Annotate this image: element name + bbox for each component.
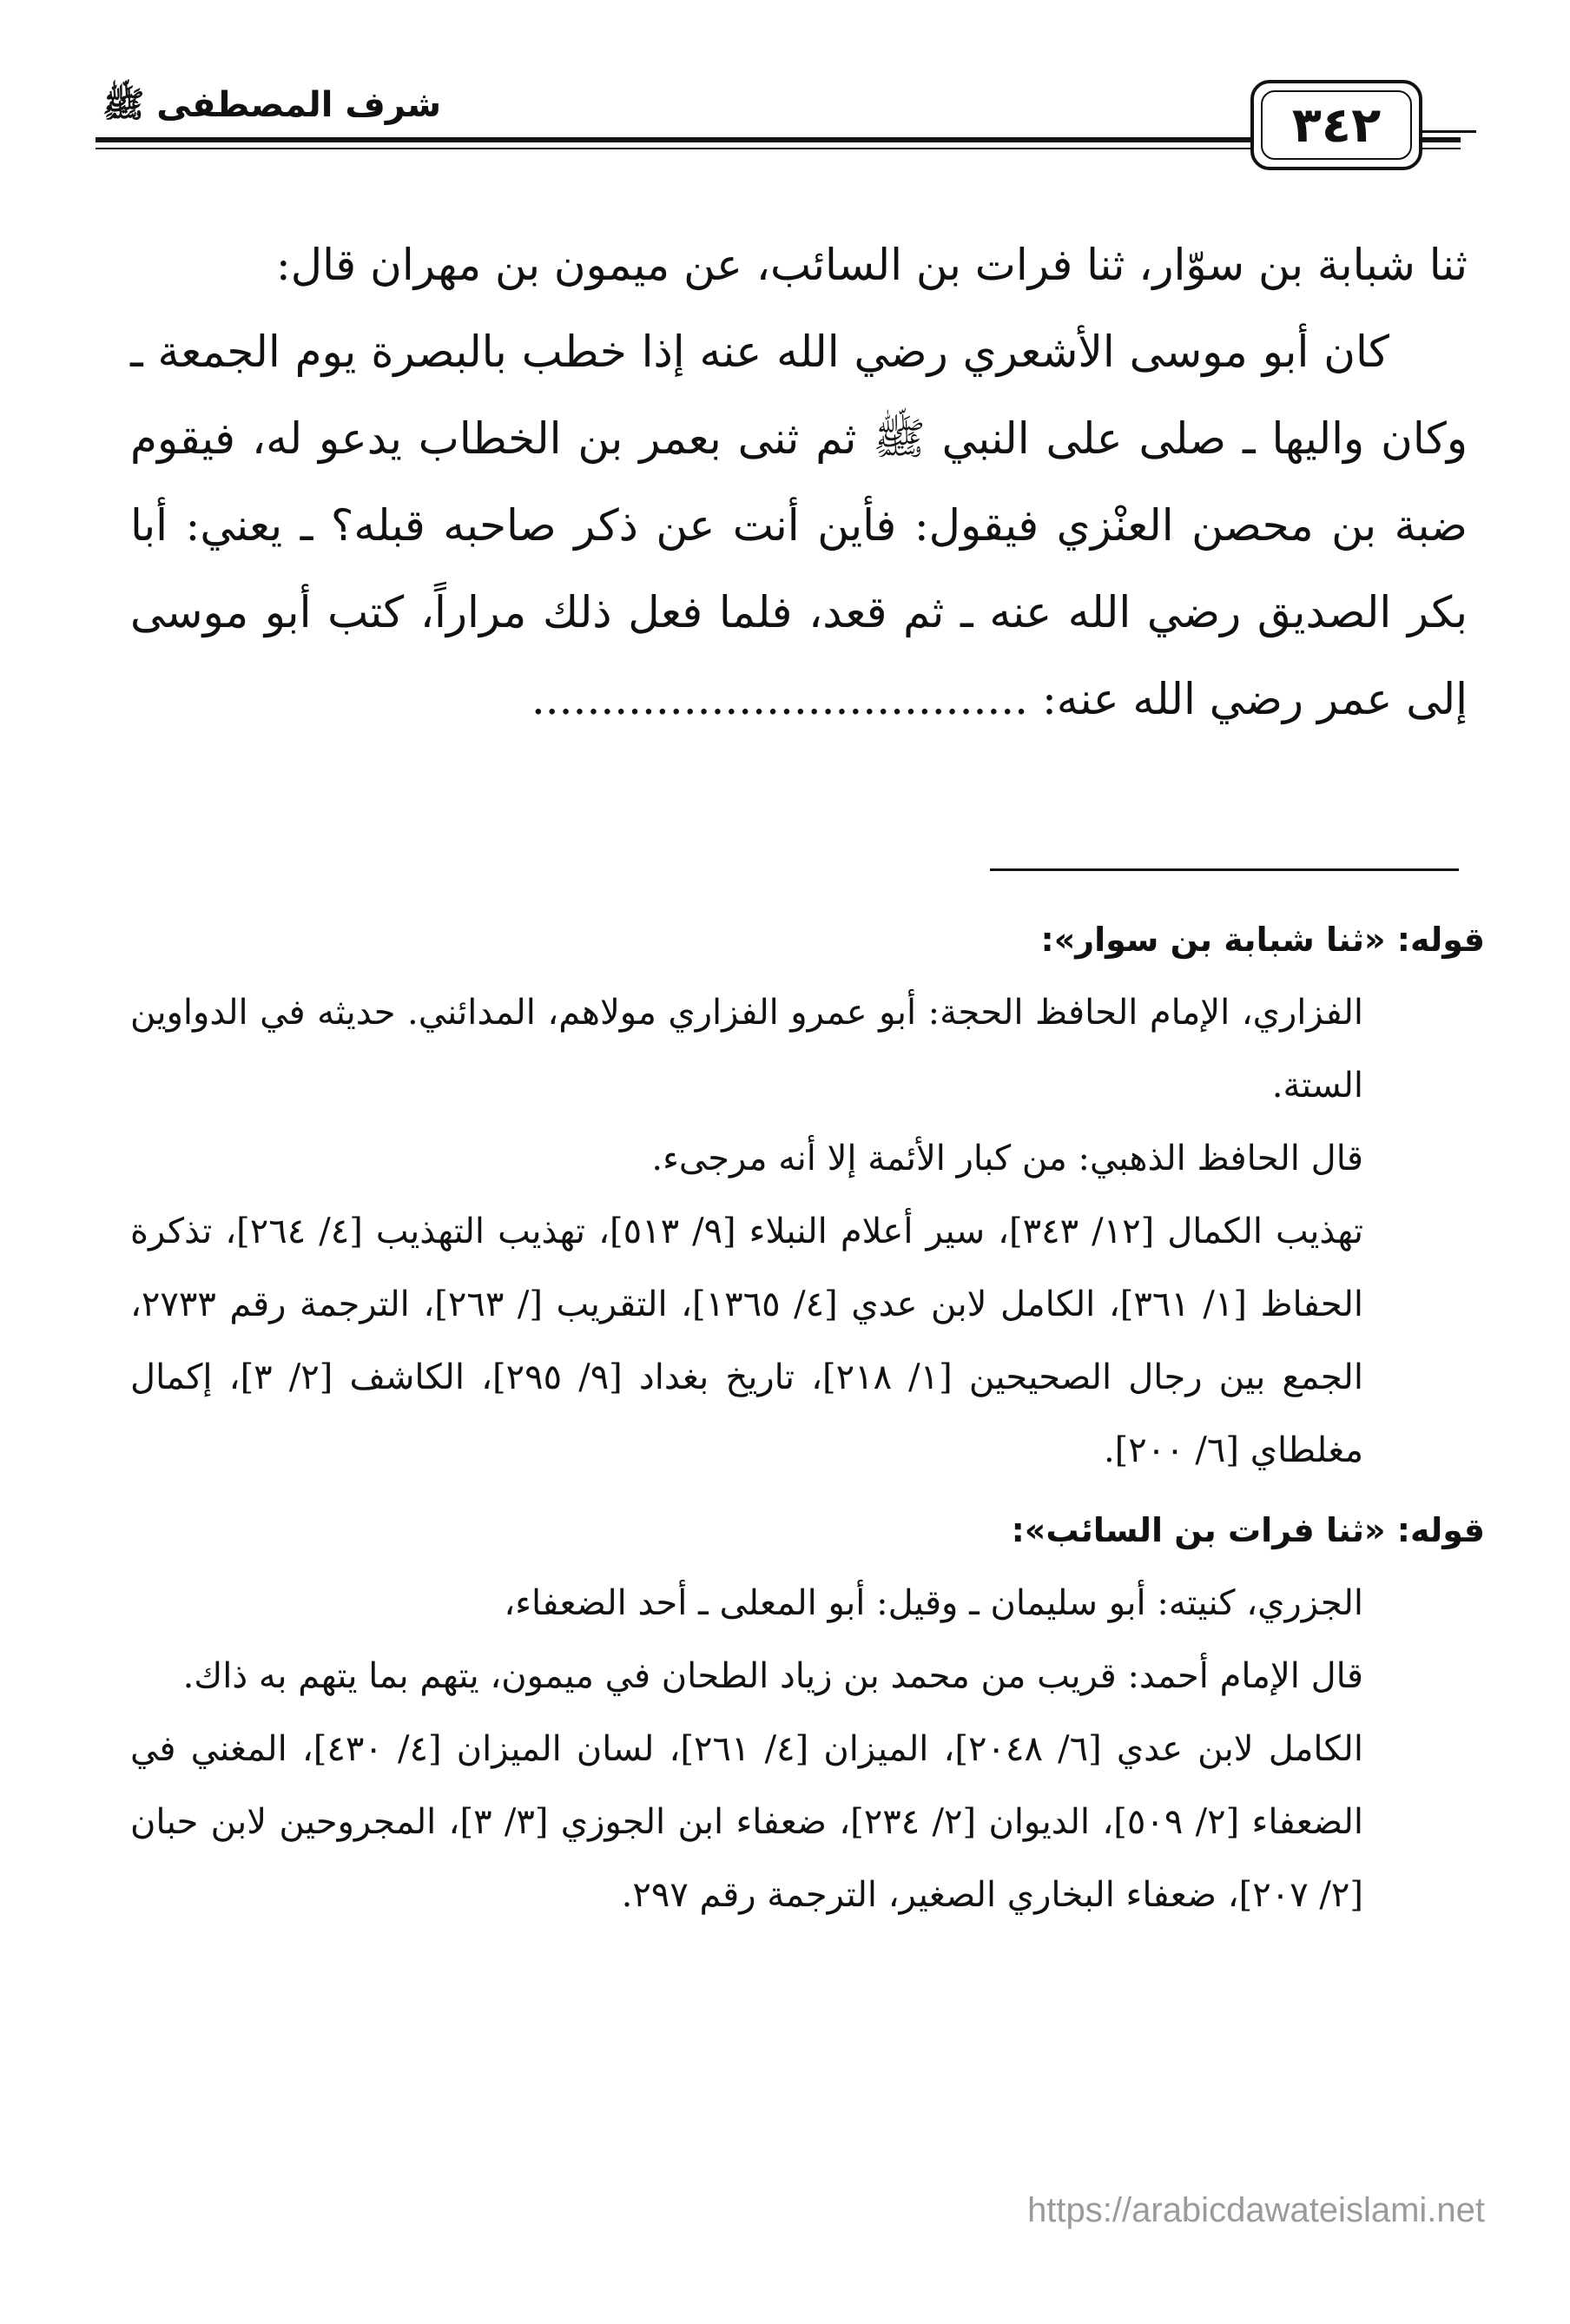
footnote-body bbox=[130, 976, 1485, 1487]
page-number-frame bbox=[1250, 80, 1422, 170]
watermark-url: https://arabicdawateislami.net bbox=[1027, 2191, 1485, 2229]
footnotes bbox=[130, 903, 1485, 1938]
page-number: ٣٤٢ bbox=[1261, 90, 1412, 160]
header-rule-tail bbox=[1419, 130, 1476, 133]
footnote-line: الجزري، كنيته: أبو سليمان ـ وقيل: أبو المعلى ـ أحد الضعفاء، bbox=[504, 1583, 1363, 1623]
footnote-line: قال الحافظ الذهبي: من كبار الأئمة إلا أنه مرجىء. bbox=[651, 1139, 1363, 1179]
narration-paragraph bbox=[130, 308, 1468, 743]
main-text bbox=[130, 221, 1468, 743]
footnote-label: قوله: «ثنا فرات بن السائب»: bbox=[1011, 1511, 1485, 1549]
footnote-references: الكامل لابن عدي [٦/ ٢٠٤٨]، الميزان [٤/ ٢٦١]، لسان الميزان [٤/ ٤٣٠]، المغني في الضعفاء [٢/ ٥٠٩]، الديوان [٢/ ٢٣٤]، ضعفاء ابن الجوزي [٣/ ٣]، المجروحين لابن حبان [٢/ ٢٠٧]، ضعفاء البخاري الصغير، الترجمة رقم ٢٩٧. bbox=[130, 1729, 1364, 1915]
footnote-separator bbox=[990, 868, 1459, 871]
footnote-furat bbox=[130, 1494, 1485, 1931]
footnote-label: قوله: «ثنا شبابة بن سوار»: bbox=[1040, 921, 1485, 959]
ellipsis-dots: .................................... bbox=[531, 674, 1029, 724]
footnote-line: الفزاري، الإمام الحافظ الحجة: أبو عمرو الفزاري مولاهم، المدائني. حديثه في الدواوين الستة. bbox=[130, 993, 1363, 1106]
footnote-shababa bbox=[130, 903, 1485, 1487]
footnote-line: قال الإمام أحمد: قريب من محمد بن زياد الطحان في ميمون، يتهم بما يتهم به ذاك. bbox=[182, 1656, 1363, 1696]
narration-text: كان أبو موسى الأشعري رضي الله عنه إذا خطب بالبصرة يوم الجمعة ـ وكان واليها ـ صلى على النبي ﷺ ثم ثنى بعمر بن الخطاب يدعو له، فيقوم ضبة بن محصن العنْزي فيقول: فأين أنت عن ذكر صاحبه قبله؟ ـ يعني: أبا بكر الصديق رضي الله عنه ـ ثم قعد، فلما فعل ذلك مراراً، كتب أبو موسى إلى عمر رضي الله عنه: bbox=[130, 327, 1468, 724]
isnad-paragraph: ثنا شبابة بن سوّار، ثنا فرات بن السائب، عن ميمون بن مهران قال: bbox=[275, 240, 1468, 290]
footnote-body bbox=[130, 1567, 1485, 1931]
footnote-references: تهذيب الكمال [١٢/ ٣٤٣]، سير أعلام النبلاء [٩/ ٥١٣]، تهذيب التهذيب [٤/ ٢٦٤]، تذكرة الحفاظ [١/ ٣٦١]، الكامل لابن عدي [٤/ ١٣٦٥]، التقريب [/ ٢٦٣]، الترجمة رقم ٢٧٣٣، الجمع بين رجال الصحيحين [١/ ٢١٨]، تاريخ بغداد [٩/ ٢٩٥]، الكاشف [٢/ ٣]، إكمال مغلطاي [٦/ ٢٠٠]. bbox=[130, 1212, 1364, 1470]
running-title: شرف المصطفى ﷺ bbox=[102, 85, 442, 125]
